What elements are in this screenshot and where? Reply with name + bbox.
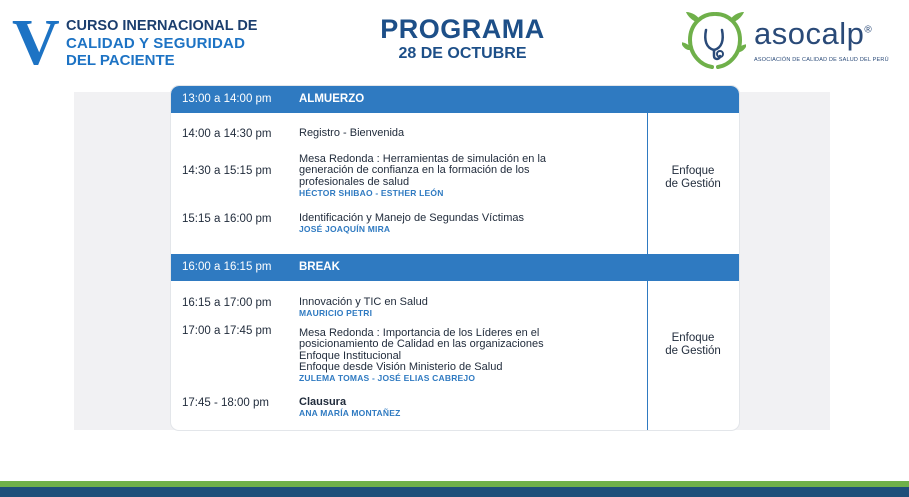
session-content <box>299 328 644 384</box>
registered-mark: ® <box>864 24 873 36</box>
session-title: Identificación y Manejo de Segundas Víctimas <box>299 212 525 224</box>
stethoscope-leaf-icon <box>682 10 746 70</box>
session-title-line: profesionales de salud <box>299 175 410 188</box>
course-heading <box>8 6 278 80</box>
session-title-line: Mesa Redonda : Importancia de los Líderes en el <box>299 327 540 339</box>
schedule-block-1 <box>171 113 739 254</box>
course-line-2: CALIDAD Y SEGURIDAD <box>66 35 246 52</box>
session-time: 14:30 a 15:15 pm <box>182 165 272 177</box>
session-speakers: ZULEMA TOMAS - JOSÉ ELIAS CABREJO <box>299 373 476 384</box>
session-content <box>299 128 644 139</box>
session-content <box>299 213 644 235</box>
session-time: 15:15 a 16:00 pm <box>182 213 272 225</box>
course-line-3: DEL PACIENTE <box>66 52 175 69</box>
session-time: 14:00 a 14:30 pm <box>182 128 272 140</box>
session-title-line: posicionamiento de Calidad en las organizaciones <box>299 338 544 351</box>
lunch-label: ALMUERZO <box>299 93 365 105</box>
session-title: Clausura <box>299 396 347 408</box>
break-bar <box>171 254 739 281</box>
schedule-block-2 <box>171 281 739 430</box>
asocalp-logo <box>680 6 905 76</box>
focus-label <box>647 332 739 358</box>
focus-label <box>647 165 739 191</box>
focus-line: Enfoque <box>671 332 715 344</box>
focus-line: de Gestión <box>665 345 721 357</box>
session-title: Innovación y TIC en Salud <box>299 296 428 308</box>
session-speakers: HÉCTOR SHIBAO - ESTHER LEÓN <box>299 187 444 198</box>
break-label: BREAK <box>299 261 340 273</box>
session-title: Registro - Bienvenida <box>299 127 405 139</box>
logo-subtitle: ASOCIACIÓN DE CALIDAD DE SALUD DEL PERÚ <box>754 57 889 63</box>
lunch-bar <box>171 86 739 113</box>
session-content <box>299 297 644 319</box>
page-title: PROGRAMA <box>380 14 545 44</box>
session-speakers: ANA MARÍA MONTAÑEZ <box>299 408 401 419</box>
session-time: 16:15 a 17:00 pm <box>182 297 272 309</box>
session-time: 17:00 a 17:45 pm <box>182 325 272 337</box>
schedule-table <box>171 86 739 430</box>
session-title-line: Enfoque Institucional <box>299 349 402 362</box>
session-time: 17:45 - 18:00 pm <box>182 397 269 409</box>
lunch-time: 13:00 a 14:00 pm <box>182 93 272 105</box>
course-name <box>66 18 257 69</box>
session-speakers: MAURICIO PETRI <box>299 308 373 319</box>
logo-wordmark <box>754 16 872 52</box>
program-date: 28 DE OCTUBRE <box>398 45 527 62</box>
session-content <box>299 154 644 199</box>
session-speakers: JOSÉ JOAQUÍN MIRA <box>299 224 391 235</box>
session-content <box>299 397 644 419</box>
break-time: 16:00 a 16:15 pm <box>182 261 272 273</box>
footer-band <box>0 487 909 497</box>
session-title-line: generación de confianza en la formación de los <box>299 164 530 177</box>
focus-line: Enfoque <box>671 165 715 177</box>
focus-line: de Gestión <box>665 178 721 190</box>
session-title-line: Enfoque desde Visión Ministerio de Salud <box>299 360 503 373</box>
session-title-line: Mesa Redonda : Herramientas de simulación en la <box>299 153 547 165</box>
program-heading <box>355 14 570 64</box>
logo-name: asocalp <box>754 16 865 51</box>
course-line-1: CURSO INERNACIONAL DE <box>66 18 258 34</box>
edition-numeral: V <box>12 6 60 79</box>
